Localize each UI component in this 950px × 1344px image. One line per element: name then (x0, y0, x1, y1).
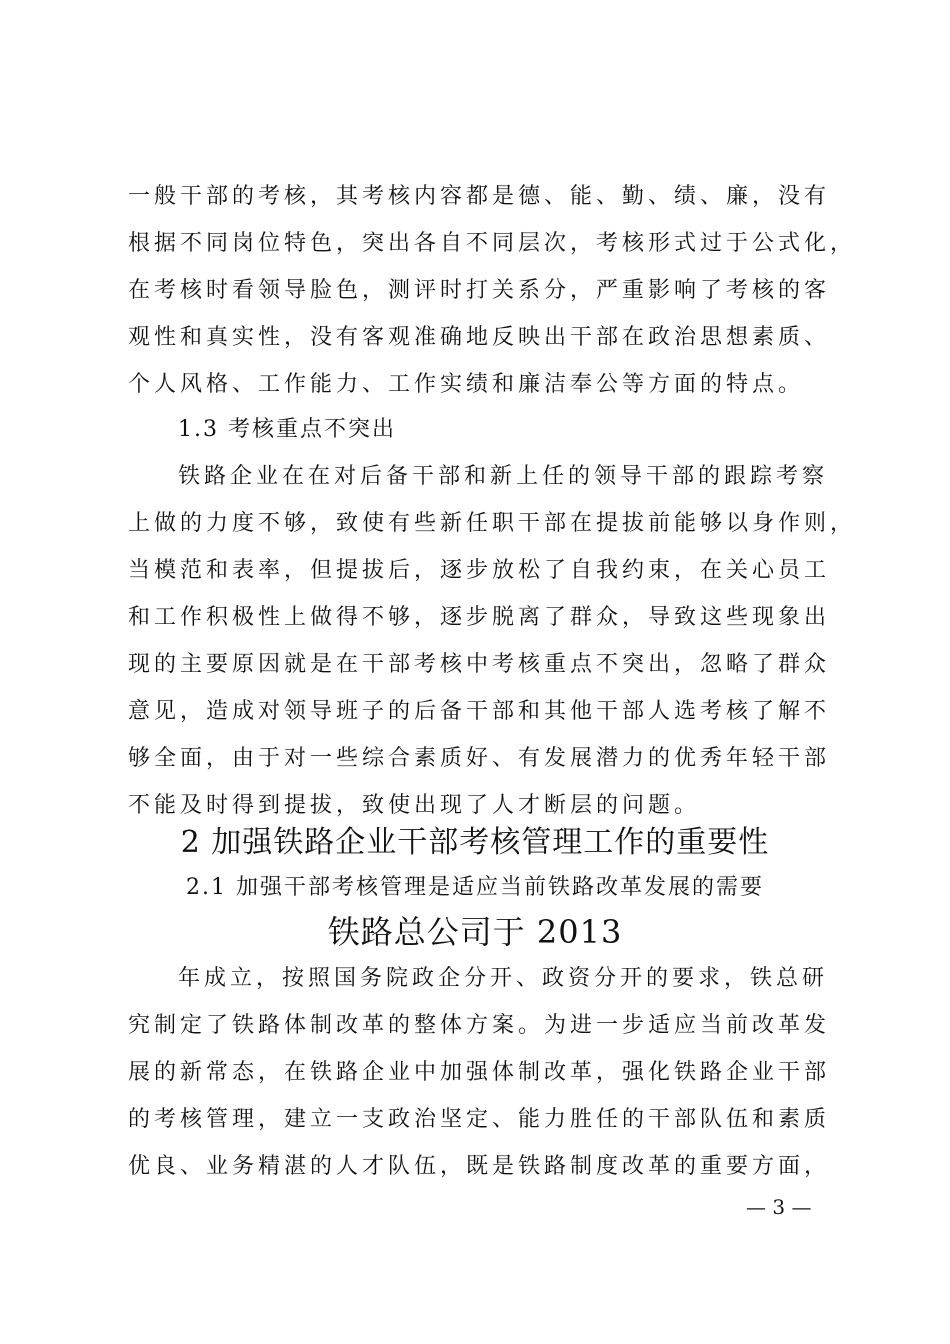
paragraph-1-line-2: 根据不同岗位特色，突出各自不同层次，考核形式过于公式化， (128, 231, 857, 256)
section-heading-2-1: 2.1 加强干部考核管理是适应当前铁路改革发展的需要 (186, 875, 764, 900)
paragraph-1-line-3: 在考核时看领导脸色，测评时打关系分，严重影响了考核的客 (128, 278, 831, 303)
paragraph-3-line-3: 展的新常态，在铁路企业中加强体制改革，强化铁路企业干部 (128, 1060, 831, 1085)
paragraph-2-line-3: 当模范和表率，但提拔后，逐步放松了自我约束，在关心员工 (128, 558, 831, 583)
paragraph-3-line-4: 的考核管理，建立一支政治坚定、能力胜任的干部队伍和素质 (128, 1107, 831, 1132)
paragraph-2-line-8: 不能及时得到提拔，致使出现了人才断层的问题。 (128, 793, 701, 818)
paragraph-1-line-5: 个人风格、工作能力、工作实绩和廉洁奉公等方面的特点。 (128, 372, 805, 397)
page-number: — 3 — (746, 1195, 812, 1219)
enlarged-text-line: 铁路总公司于 2013 (327, 913, 623, 951)
paragraph-1-line-1: 一般干部的考核，其考核内容都是德、能、勤、绩、廉，没有 (128, 184, 831, 209)
paragraph-2-line-7: 够全面，由于对一些综合素质好、有发展潜力的优秀年轻干部 (128, 746, 831, 771)
paragraph-2-line-2: 上做的力度不够，致使有些新任职干部在提拔前能够以身作则， (128, 511, 857, 536)
paragraph-3-line-1: 年成立，按照国务院政企分开、政资分开的要求，铁总研 (178, 966, 829, 991)
paragraph-2-line-5: 现的主要原因就是在干部考核中考核重点不突出，忽略了群众 (128, 652, 831, 677)
paragraph-3-line-5: 优良、业务精湛的人才队伍，既是铁路制度改革的重要方面， (128, 1154, 831, 1179)
section-heading-1-3: 1.3 考核重点不突出 (178, 417, 396, 442)
paragraph-1-line-4: 观性和真实性，没有客观准确地反映出干部在政治思想素质、 (128, 325, 831, 350)
paragraph-2-line-6: 意见，造成对领导班子的后备干部和其他干部人选考核了解不 (128, 699, 831, 724)
paragraph-2-line-4: 和工作积极性上做得不够，逐步脱离了群众，导致这些现象出 (128, 605, 831, 630)
paragraph-3-line-2: 究制定了铁路体制改革的整体方案。为进一步适应当前改革发 (128, 1013, 831, 1038)
paragraph-2-line-1: 铁路企业在在对后备干部和新上任的领导干部的跟踪考察 (178, 464, 829, 489)
section-heading-2: 2 加强铁路企业干部考核管理工作的重要性 (180, 825, 770, 860)
